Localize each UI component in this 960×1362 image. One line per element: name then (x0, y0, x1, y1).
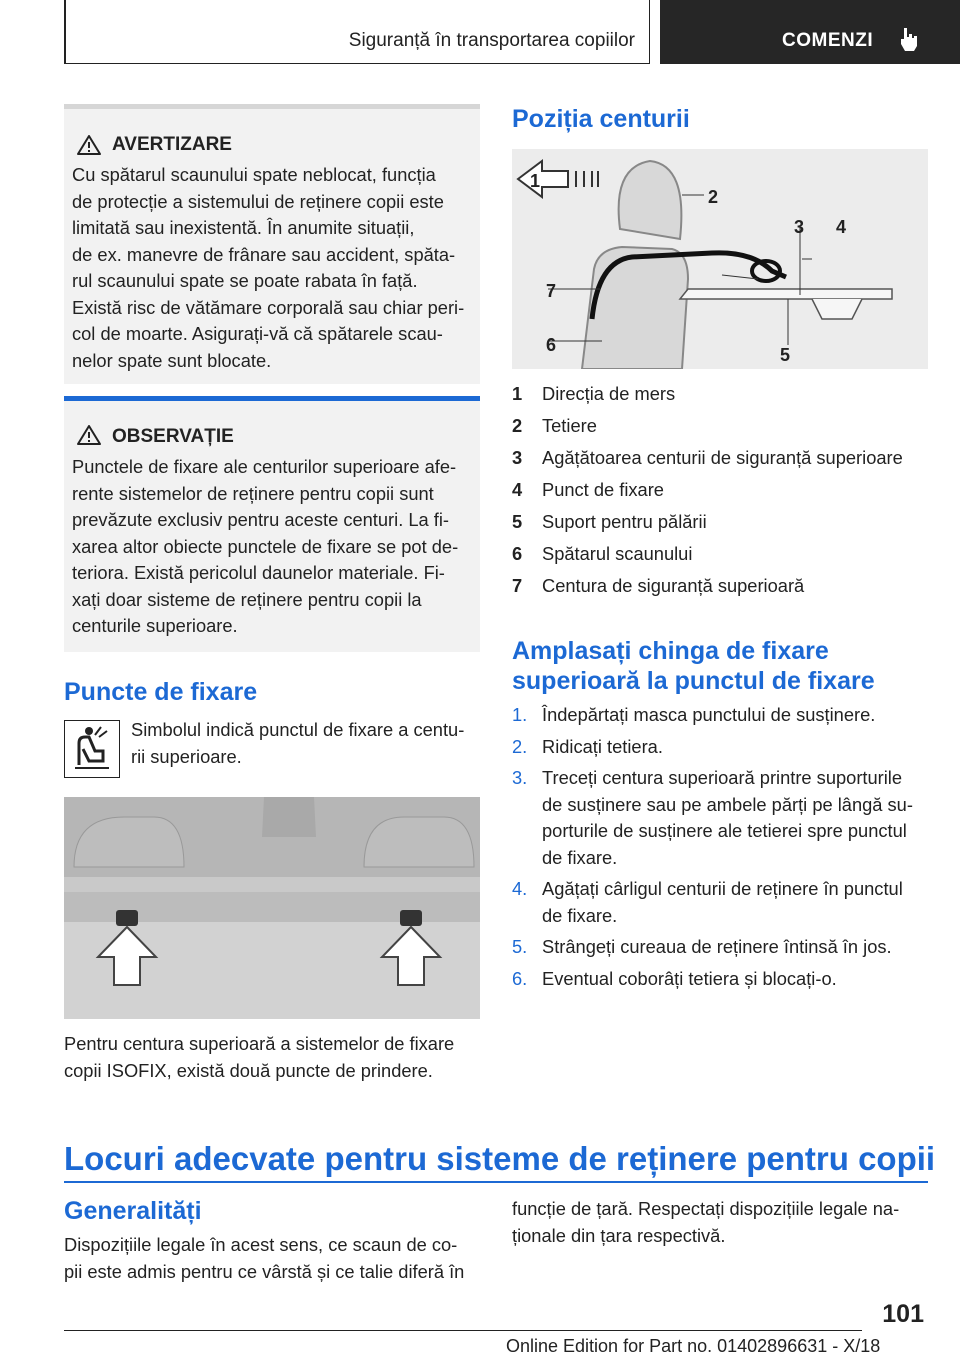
notice-title: OBSERVAȚIE (112, 426, 234, 447)
symbol-description: Simbolul indică punctul de fixare a centu- rii superioare. (131, 719, 465, 767)
rear-seat-anchor-photo (64, 797, 480, 1019)
callout-6: 6 (546, 335, 557, 355)
list-item: 4. Agățați cârligul centurii de reținere în punctul de fixare. (512, 878, 903, 926)
anchor-points-heading: Puncte de fixare (64, 678, 258, 706)
list-item: 5. Strângeți cureaua de reținere întinsă în jos. (512, 936, 892, 957)
warning-box (64, 104, 480, 384)
warning-triangle-icon (76, 134, 102, 161)
list-item: 3. Treceți centura superioară printre suporturile de susținere sau pe ambele părți pe lângă su- porturile de susținere ale tetierei spre punctul de fixare. (512, 767, 913, 868)
hand-pointer-icon (898, 26, 920, 57)
notice-text: Punctele de fixare ale centurilor superioare afe- rente sistemelor de reținere pentru copii sunt prevăzute exclusiv pentru aceste centuri. La fi- xarea altor obiecte punctele de fixare se pot de- teriora. Există pericolul daunelor materiale. Fi- xați doar sisteme de reținere pentru copii la centurile superioare. (72, 456, 459, 636)
list-item: 3 Agățătoarea centurii de siguranță superioare (512, 447, 903, 468)
footer-rule (64, 1330, 862, 1331)
section-title: Siguranță în transportarea copiilor (348, 30, 635, 51)
callout-2: 2 (708, 187, 719, 207)
callout-3: 3 (794, 217, 805, 237)
suitable-seats-heading: Locuri adecvate pentru sisteme de reținere pentru copii (64, 1140, 936, 1177)
list-item: 1 Direcția de mers (512, 383, 676, 404)
tab-comenzi-label: COMENZI (782, 30, 874, 51)
list-item: 6 Spătarul scaunului (512, 543, 693, 564)
list-item: 6. Eventual coborâți tetiera și blocați-o. (512, 967, 837, 989)
belt-position-heading: Poziția centurii (512, 105, 690, 133)
callout-7: 7 (546, 281, 557, 301)
general-text-right: funcție de țară. Respectați dispozițiile legale na- ționale din țara respectivă. (512, 1198, 900, 1246)
belt-position-diagram (512, 149, 928, 369)
callout-1: 1 (530, 171, 541, 191)
warning-text: Cu spătarul scaunului spate neblocat, funcția de protecție a sistemului de reținere copii este limitată sau inexistentă. În anumite situații, de ex. manevre de frânare sau accident, spăta- rul scaunului spate se poate rabata în față. Există risc de vătămare corporală sau chiar peri- col de moarte. Asigurați-vă că spătarele scau- nelor spate sunt blocate. (72, 164, 465, 371)
page-number: 101 (882, 1300, 924, 1328)
warning-bar (64, 104, 480, 109)
warning-title: AVERTIZARE (112, 134, 232, 155)
list-item: 1. Îndepărtați masca punctului de susținere. (512, 704, 876, 725)
callout-4: 4 (836, 217, 847, 237)
tab-comenzi[interactable] (660, 0, 960, 64)
notice-box (64, 396, 480, 652)
header-section-box (64, 0, 650, 64)
list-item: 4 Punct de fixare (512, 479, 664, 500)
isofix-symbol-icon (64, 720, 120, 778)
list-item: 5 Suport pentru pălării (512, 511, 707, 532)
heading-rule (64, 1181, 928, 1183)
header-divider (64, 0, 66, 64)
list-item: 2. Ridicați tetiera. (512, 735, 663, 757)
belt-legend-list (512, 378, 932, 602)
list-item: 2 Tetiere (512, 415, 597, 436)
notice-bar (64, 396, 480, 401)
notice-triangle-icon (76, 424, 102, 451)
attach-strap-heading: Amplasați chinga de fixare superioară la punctul de fixare (512, 637, 875, 695)
general-text-left: Dispozițiile legale în acest sens, ce scaun de co- pii este admis pentru ce vârstă și ce talie diferă în (64, 1234, 465, 1282)
list-item: 7 Centura de siguranță superioară (512, 575, 805, 596)
attach-strap-steps (512, 702, 932, 997)
callout-5: 5 (780, 345, 791, 365)
edition-note: Online Edition for Part no. 01402896631 - X/18 (506, 1336, 881, 1356)
photo-caption: Pentru centura superioară a sistemelor de fixare copii ISOFIX, există două puncte de prindere. (64, 1033, 455, 1081)
general-subheading: Generalități (64, 1197, 202, 1225)
